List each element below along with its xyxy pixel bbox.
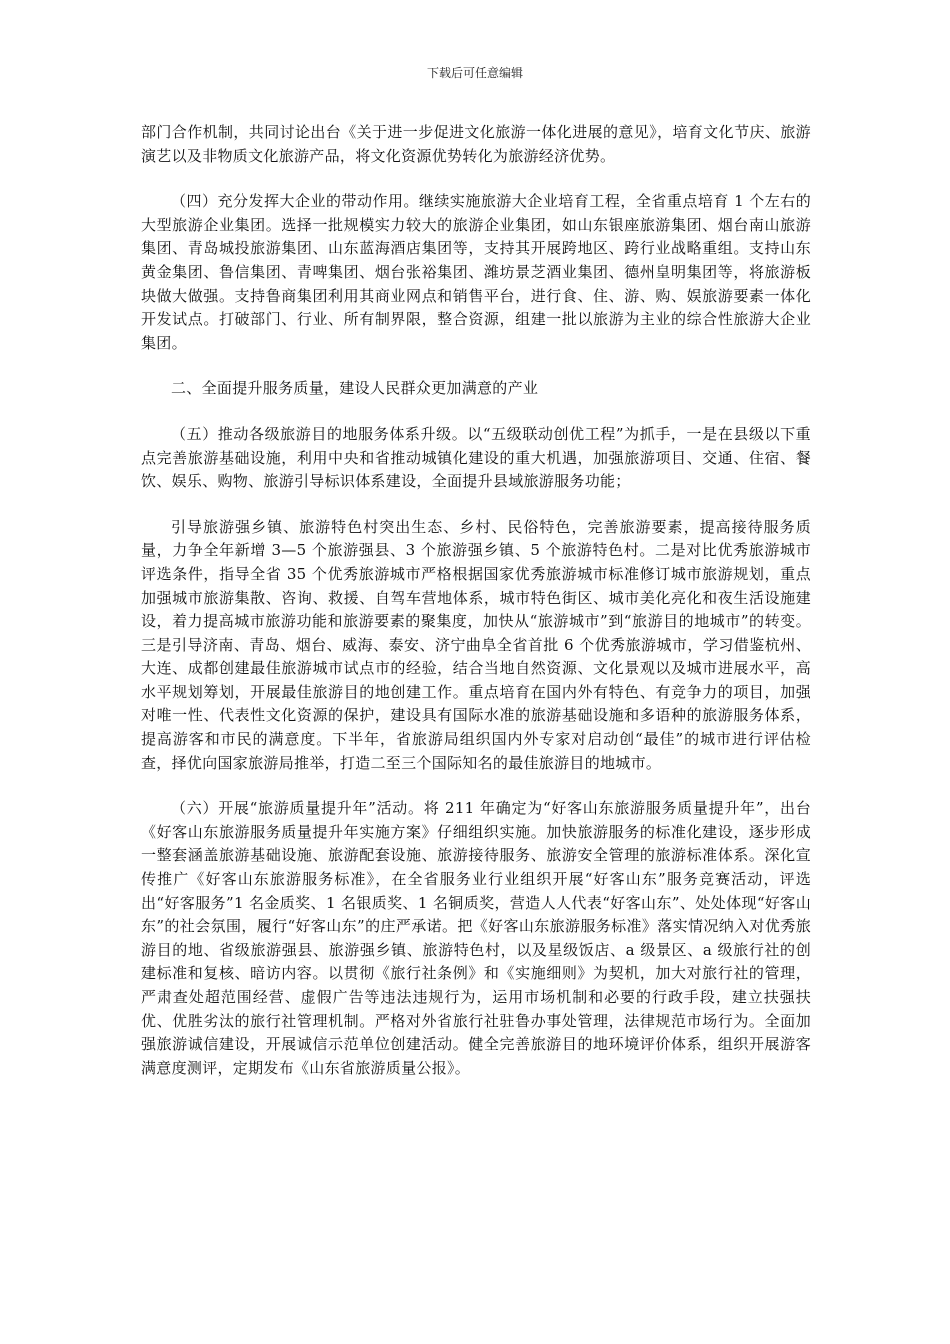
document-body — [141, 121, 811, 1102]
section-heading-2: 二、全面提升服务质量，建设人民群众更加满意的产业 — [171, 379, 539, 398]
page-header: 下载后可任意编辑 — [426, 66, 523, 80]
paragraph-continuation: 部门合作机制，共同讨论出台《关于进一步促进文化旅游一体化进展的意见》，培育文化节庆、旅游演艺以及非物质文化旅游产品，将文化资源优势转化为旅游经济优势。 — [141, 123, 811, 165]
paragraph-section-5: （五）推动各级旅游目的地服务体系升级。以“五级联动创优工程”为抓手，一是在县级以下重点完善旅游基础设施，利用中央和省推动城镇化建设的重大机遇，加强旅游项目、交通、住宿、餐饮、娱乐、购物、旅游引导标识体系建设，全面提升县域旅游服务功能； — [141, 424, 811, 491]
paragraph-section-4: （四）充分发挥大企业的带动作用。继续实施旅游大企业培育工程，全省重点培育 1 个左右的大型旅游企业集团。选择一批规模实力较大的旅游企业集团，如山东银座旅游集团、烟台南山旅游集团、青岛城投旅游集团、山东蓝海酒店集团等，支持其开展跨地区、跨行业战略重组。支持山东黄金集团、鲁信集团、青啤集团、烟台张裕集团、潍坊景芝酒业集团、德州皇明集团等，将旅游板块做大做强。支持鲁商集团利用其商业网点和销售平台，进行食、住、游、购、娱旅游要素一体化开发试点。打破部门、行业、所有制界限，整合资源，组建一批以旅游为主业的综合性旅游大企业集团。 — [141, 192, 811, 352]
paragraph-section-6: （六）开展“旅游质量提升年”活动。将 211 年确定为“好客山东旅游服务质量提升年”，出台《好客山东旅游服务质量提升年实施方案》仔细组织实施。加快旅游服务的标准化建设，逐步形成一整套涵盖旅游基础设施、旅游配套设施、旅游接待服务、旅游安全管理的旅游标准体系。深化宣传推广《好客山东旅游服务标准》，在全省服务业行业组织开展“好客山东”服务竞赛活动，评选出“好客服务”1 名金质奖、1 名银质奖、1 名铜质奖，营造人人代表“好客山东”、处处体现“好客山东”的社会氛围，履行“好客山东”的庄严承诺。把《好客山东旅游服务标准》落实情况纳入对优秀旅游目的地、省级旅游强县、旅游强乡镇、旅游特色村，以及星级饭店、a 级景区、a 级旅行社的创建标准和复核、暗访内容。以贯彻《旅行社条例》和《实施细则》为契机，加大对旅行社的管理，严肃查处超范围经营、虚假广告等违法违规行为，运用市场机制和必要的行政手段，建立扶强扶优、优胜劣汰的旅行社管理机制。严格对外省旅行社驻鲁办事处管理，法律规范市场行为。全面加强旅游诚信建设，开展诚信示范单位创建活动。健全完善旅游目的地环境评价体系，组织开展游客满意度测评，定期发布《山东省旅游质量公报》。 — [141, 799, 811, 1077]
paragraph-section-5-continued: 引导旅游强乡镇、旅游特色村突出生态、乡村、民俗特色，完善旅游要素，提高接待服务质量，力争全年新增 3—5 个旅游强县、3 个旅游强乡镇、5 个旅游特色村。二是对比优秀旅游城市评选条件，指导全省 35 个优秀旅游城市严格根据国家优秀旅游城市标准修订城市旅游规划，重点加强城市旅游集散、咨询、救援、自驾车营地体系，城市特色街区、城市美化亮化和夜生活设施建设，着力提高城市旅游功能和旅游要素的聚集度，加快从“旅游城市”到“旅游目的地城市”的转变。三是引导济南、青岛、烟台、威海、泰安、济宁曲阜全省首批 6 个优秀旅游城市，学习借鉴杭州、大连、成都创建最佳旅游城市试点市的经验，结合当地自然资源、文化景观以及城市进展水平，高水平规划筹划，开展最佳旅游目的地创建工作。重点培育在国内外有特色、有竞争力的项目，加强对唯一性、代表性文化资源的保护，建设具有国际水准的旅游基础设施和多语种的旅游服务体系，提高游客和市民的满意度。下半年，省旅游局组织国内外专家对启动创“最佳”的城市进行评估检查，择优向国家旅游局推举，打造二至三个国际知名的最佳旅游目的地城市。 — [141, 517, 811, 772]
